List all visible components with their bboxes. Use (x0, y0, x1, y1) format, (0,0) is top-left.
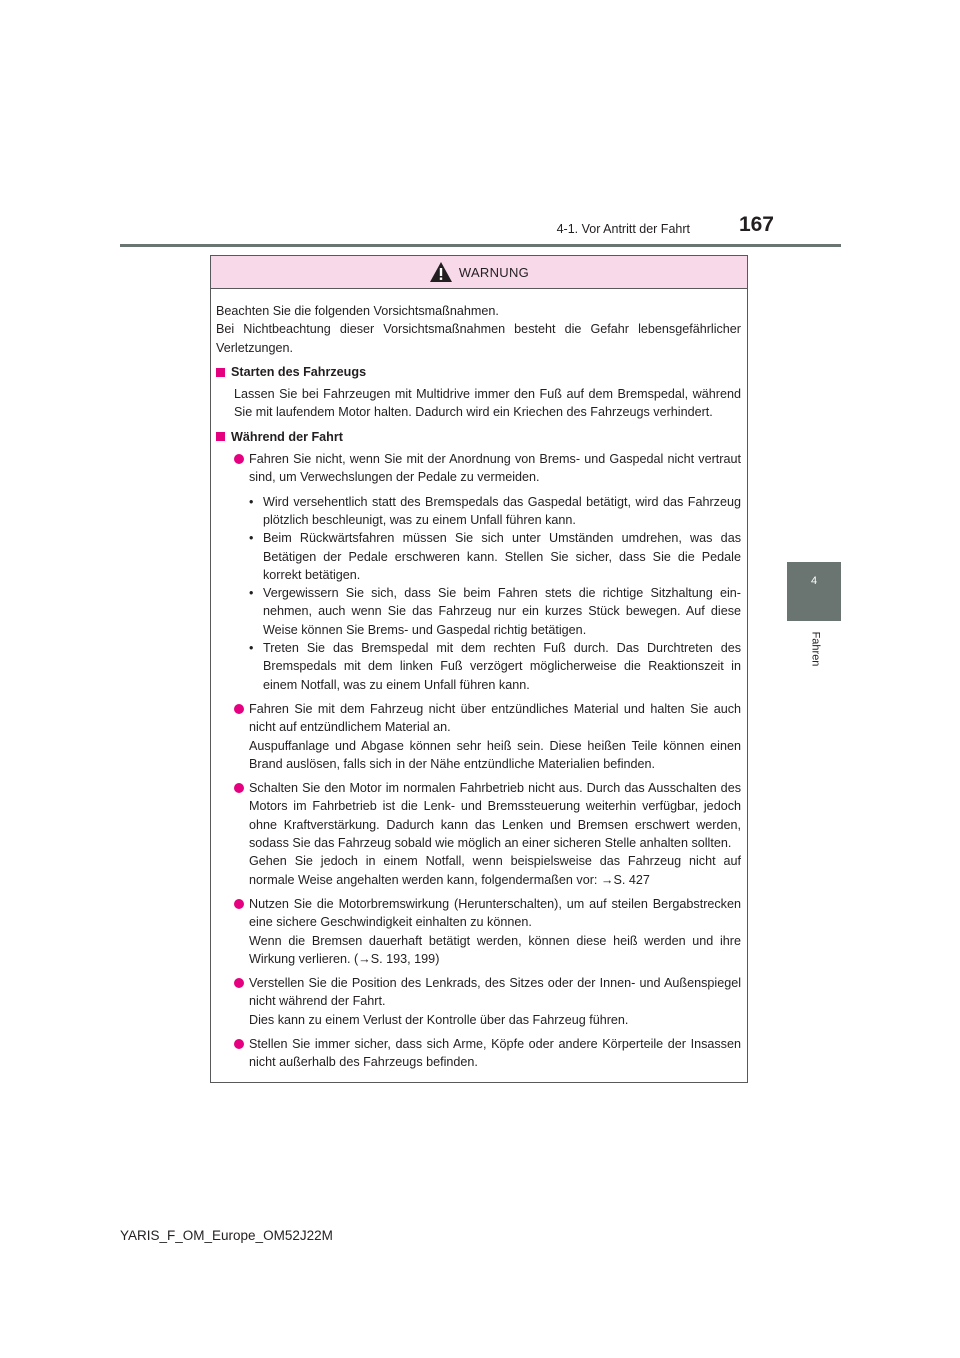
bullet-item-text: Verstellen Sie die Position des Lenkrads, des Sitzes oder der Innen- und Außenspiegel nicht während der Fahrt. Dies kann zu einem Verlust der Kontrolle über das Fahrzeug führen. (249, 976, 741, 1027)
warning-body (211, 289, 747, 1072)
sub-item-text: Vergewissern Sie sich, dass Sie beim Fahren stets die richtige Sitzhaltung einnehmen, auch wenn Sie das Fahrzeug nur ein kurzes Stück bewegen. Auf diese Weise können Sie Brems- und Gaspedal richtig betätigen. (263, 586, 741, 637)
sub-item (249, 493, 741, 530)
bullet-item-content (249, 1035, 741, 1072)
bullet-dot-icon (234, 704, 244, 714)
bullet-item-text: Nutzen Sie die Motorbremswirkung (Herunterschalten), um auf steilen Bergabstrecken eine sichere Geschwindigkeit einhalten zu können. Wenn die Bremsen dauerhaft betätigt werden, können diese heiß werden und ihre Wirkung verlieren. (→S. 193, 199) (249, 896, 741, 966)
sub-item-text: Wird versehentlich statt des Bremspedals das Gaspedal betätigt, wird das Fahrzeug plötzlich beschleunigt, was zu einem Unfall führen kann. (263, 494, 741, 527)
bullet-item-text: Stellen Sie immer sicher, dass sich Arme, Köpfe oder andere Körperteile der Insassen nicht außerhalb des Fahrzeugs befinden. (249, 1036, 741, 1070)
sub-bullet-icon: • (249, 586, 254, 601)
chapter-label: Fahren (809, 631, 822, 667)
warning-title: WARNUNG (458, 264, 530, 280)
bullet-item-content (249, 700, 741, 773)
bullet-dot-icon (234, 899, 244, 909)
section-heading (216, 363, 741, 381)
bullet-item-content (249, 895, 741, 968)
sub-item-text: Treten Sie das Bremspedal mit dem rechten Fuß durch. Das Durchtreten des Bremspedals mit dem linken Fuß verzögert möglicherweise die Reaktionszeit in einem Notfall, was zu einem Unfall führen kann. (263, 641, 741, 692)
header-rule (120, 244, 841, 247)
bullet-dot-icon (234, 978, 244, 988)
bullet-item-content (249, 779, 741, 889)
section-square-icon (216, 432, 225, 441)
warning-header (211, 256, 747, 289)
chapter-tab[interactable] (787, 562, 841, 621)
chapter-tab-number: 4 (810, 575, 818, 587)
footer-code: YARIS_F_OM_Europe_OM52J22M (120, 1228, 333, 1243)
bullet-item (216, 450, 741, 694)
bullet-item-text: Fahren Sie nicht, wenn Sie mit der Anordnung von Brems- und Gaspedal nicht vertraut sind, um Verwechslungen der Pedale zu vermeiden. (249, 452, 741, 485)
warning-intro: Beachten Sie die folgenden Vorsichtsmaßnahmen. Bei Nichtbeachtung dieser Vorsichtsmaßnahmen besteht die Gefahr lebensgefährlicher Verletzungen. (216, 304, 741, 355)
sub-list (249, 493, 741, 694)
bullet-item (216, 779, 741, 889)
section-heading-text: Starten des Fahrzeugs (231, 364, 367, 379)
bullet-dot-icon (234, 454, 244, 464)
section-heading-text: Während der Fahrt (231, 429, 343, 444)
sub-item (249, 584, 741, 639)
sub-item (249, 529, 741, 584)
bullet-item-content (249, 974, 741, 1029)
section-title: 4-1. Vor Antritt der Fahrt (556, 222, 690, 236)
bullet-item-content (249, 450, 741, 694)
warning-triangle-icon (429, 261, 453, 283)
page-number: 167 (738, 213, 774, 236)
bullet-dot-icon (234, 783, 244, 793)
bullet-item (216, 700, 741, 773)
sub-bullet-icon: • (249, 641, 254, 656)
bullet-item (216, 1035, 741, 1072)
sub-bullet-icon: • (249, 494, 254, 509)
bullet-dot-icon (234, 1039, 244, 1049)
sub-item-text: Beim Rückwärtsfahren müssen Sie sich unter Umständen umdrehen, was das Betätigen der Pedale erschweren kann. Stellen Sie sicher, dass Sie die Pedale korrekt betätigen. (263, 531, 741, 582)
section-square-icon (216, 368, 225, 377)
section-heading (216, 428, 741, 446)
sub-item (249, 639, 741, 694)
section-text: Lassen Sie bei Fahrzeugen mit Multidrive immer den Fuß auf dem Bremspedal, während Sie mit laufendem Motor halten. Dadurch wird ein Kriechen des Fahrzeugs verhindert. (234, 387, 741, 420)
warning-box (210, 255, 748, 1083)
bullet-item-text: Fahren Sie mit dem Fahrzeug nicht über entzündliches Material und halten Sie auch nicht auf entzündlichem Material an. Auspuffanlage und Abgase können sehr heiß sein. Diese heißen Teile können einen Brand auslösen, falls sich in der Nähe entzündliche Materialien befinden. (249, 701, 741, 771)
bullet-item-text: Schalten Sie den Motor im normalen Fahrbetrieb nicht aus. Durch das Ausschalten des Motors im Fahrbetrieb ist die Lenk- und Bremssteuerung weiterhin verfügbar, jedoch ohne Kraftverstärkung. Dadurch kann das Lenken und Bremsen erschwert werden, sodass Sie das Fahrzeug sobald wie möglich an einer sicheren Stelle anhalten sollten. Gehen Sie jedoch in einem Notfall, wenn beispielsweise das Fahrzeug nicht auf normale Weise angehalten werden kann, folgendermaßen vor: →S. 427 (249, 781, 741, 887)
sub-bullet-icon: • (249, 531, 254, 546)
bullet-item (216, 974, 741, 1029)
bullet-item (216, 895, 741, 968)
